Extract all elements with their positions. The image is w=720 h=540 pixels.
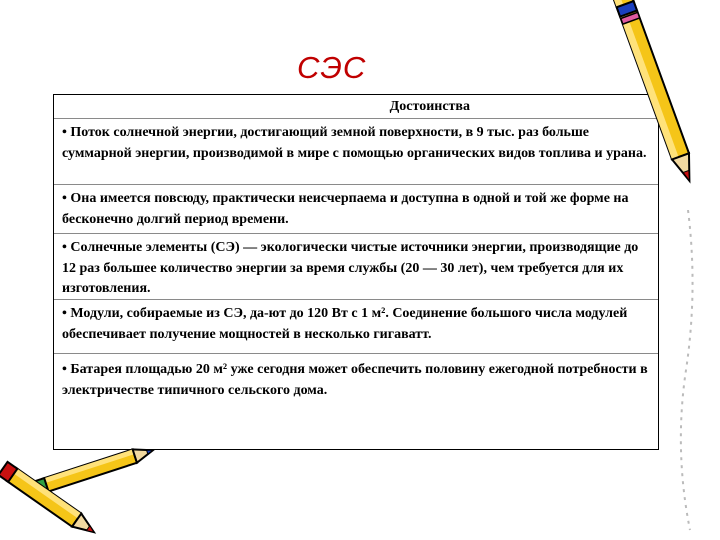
table-row-2: • Она имеется повсюду, практически неисчерпаема и доступна в одной и той же форме на бесконечно долгий период времени. (54, 186, 658, 234)
table-row-4: • Модули, собираемые из СЭ, да-ют до 120 Вт с 1 м². Соединение большого числа модулей обеспечивает получение мощностей в несколько гигаватт. (54, 301, 658, 354)
dotted-trail-icon (668, 210, 708, 540)
crossed-pencils-icon (0, 430, 160, 540)
advantages-table (53, 94, 659, 450)
table-row-5: • Батарея площадью 20 м² уже сегодня может обеспечить половину ежегодной потребности в электричестве типичного сельского дома. (62, 362, 648, 398)
table-header: Достоинства (54, 95, 658, 119)
table-row-3: • Солнечные элементы (СЭ) — экологически чистые источники энергии, производящие до 12 раз большее количество энергии за время службы (20 — 30 лет), чем требуется для их изготовления. (54, 235, 658, 300)
table-row-1: • Поток солнечной энергии, достигающий земной поверхности, в 9 тыс. раз больше суммарной энергии, производимой в мире с помощью органических видов топлива и урана. (54, 120, 658, 185)
slide-title: СЭС (297, 50, 367, 85)
pencil-icon (596, 0, 720, 200)
